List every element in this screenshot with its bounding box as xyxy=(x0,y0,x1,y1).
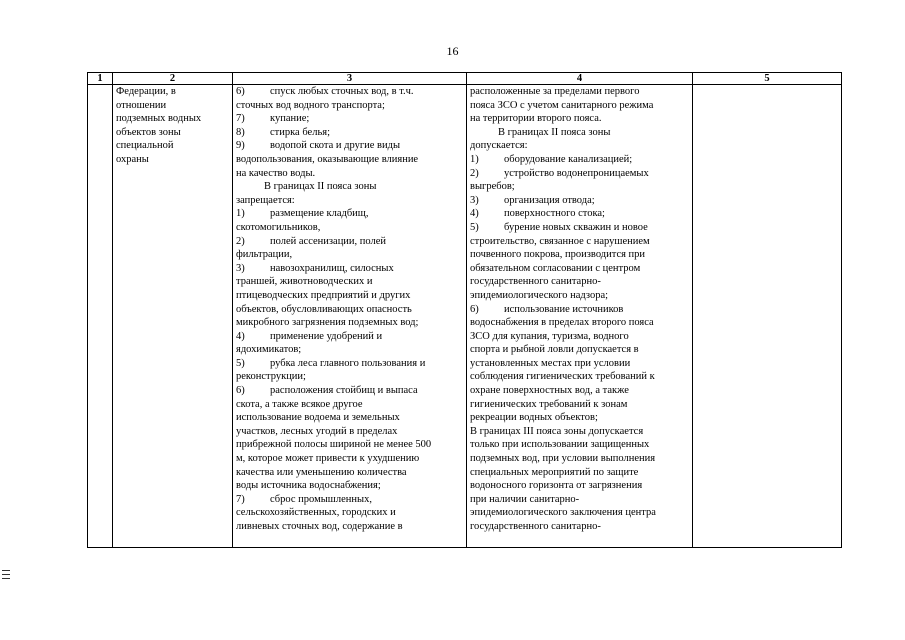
list-number: 1) xyxy=(470,153,479,165)
text-line xyxy=(236,235,463,249)
line-text: качества или уменьшению количества xyxy=(236,466,407,478)
line-text: объектов зоны xyxy=(116,126,181,138)
line-text: ЗСО для купания, туризма, водного xyxy=(470,330,629,342)
list-number: 7) xyxy=(236,113,245,125)
line-text: ливневых сточных вод, содержание в xyxy=(236,521,403,532)
line-text: использование водоема и земельных xyxy=(236,412,400,424)
line-text: рекреации водных объектов; xyxy=(470,412,598,424)
text-line xyxy=(236,275,463,289)
text-line xyxy=(236,289,463,303)
list-number: 6) xyxy=(236,86,245,97)
regulation-table xyxy=(87,72,842,548)
list-number: 2) xyxy=(236,235,245,247)
text-line xyxy=(470,85,689,99)
line-text: допускается: xyxy=(470,140,528,152)
line-text: подземных водных xyxy=(116,113,202,125)
line-text: навозохранилищ, силосных xyxy=(270,262,394,274)
line-text: на территории второго пояса. xyxy=(470,113,602,125)
line-text: спуск любых сточных вод, в т.ч. xyxy=(270,86,414,97)
line-text: размещение кладбищ, xyxy=(270,208,369,220)
text-line xyxy=(470,438,689,452)
list-number: 3) xyxy=(470,194,479,206)
text-line xyxy=(470,425,689,439)
list-number: 1) xyxy=(236,208,245,220)
line-text: эпидемиологического заключения центра xyxy=(470,507,656,519)
line-text: водоснабжения в пределах второго пояса xyxy=(470,317,654,329)
line-text: обязательном согласовании с центром xyxy=(470,262,641,274)
column-header-3: 3 xyxy=(233,73,467,85)
cell-col-2-text xyxy=(113,85,232,167)
list-number: 3) xyxy=(236,262,245,274)
text-line xyxy=(236,126,463,140)
line-text: государственного санитарно- xyxy=(470,276,601,288)
text-line xyxy=(236,452,463,466)
text-line xyxy=(470,99,689,113)
line-text: купание; xyxy=(270,113,310,125)
line-text: В границах II пояса зоны xyxy=(498,126,611,138)
text-line xyxy=(470,139,689,153)
line-text: специальной xyxy=(116,140,174,152)
text-line xyxy=(236,466,463,480)
line-text: птицеводческих предприятий и других xyxy=(236,289,411,301)
text-line xyxy=(470,411,689,425)
text-line xyxy=(236,520,463,534)
text-line xyxy=(236,153,463,167)
text-line xyxy=(470,506,689,520)
list-number: 2) xyxy=(470,167,479,179)
line-text: бурение новых скважин и новое xyxy=(504,221,648,233)
table-row xyxy=(88,85,842,548)
text-line xyxy=(116,126,229,140)
text-line xyxy=(470,180,689,194)
line-text: траншей, животноводческих и xyxy=(236,276,373,288)
text-line xyxy=(236,262,463,276)
cell-col-4-text xyxy=(467,85,692,534)
text-line xyxy=(470,398,689,412)
line-text: почвенного покрова, производится при xyxy=(470,249,646,261)
line-text: рубка леса главного пользования и xyxy=(270,357,426,369)
line-text: участков, лесных угодий в пределах xyxy=(236,425,398,437)
cell-col-4 xyxy=(467,85,693,548)
line-text: на качество воды. xyxy=(236,167,316,179)
text-line xyxy=(236,425,463,439)
line-text: сточных вод водного транспорта; xyxy=(236,99,385,111)
line-text: В границах III пояса зоны допускается xyxy=(470,425,644,437)
text-line xyxy=(470,262,689,276)
text-line xyxy=(236,357,463,371)
text-line xyxy=(116,85,229,99)
text-line xyxy=(470,493,689,507)
list-number: 4) xyxy=(470,208,479,220)
text-line xyxy=(236,194,463,208)
text-line xyxy=(116,99,229,113)
text-line xyxy=(236,384,463,398)
line-text: реконструкции; xyxy=(236,371,306,383)
text-line xyxy=(470,112,689,126)
line-text: м, которое может привести к ухудшению xyxy=(236,453,420,465)
text-line xyxy=(236,99,463,113)
text-line xyxy=(236,303,463,317)
text-line xyxy=(236,398,463,412)
list-number: 5) xyxy=(470,221,479,233)
text-line xyxy=(236,207,463,221)
text-line xyxy=(470,370,689,384)
text-line xyxy=(236,411,463,425)
text-line xyxy=(236,493,463,507)
line-text: охраны xyxy=(116,153,149,165)
line-text: выгребов; xyxy=(470,181,515,193)
list-number: 7) xyxy=(236,493,245,505)
cell-col-3-text xyxy=(233,85,466,534)
text-line xyxy=(470,384,689,398)
line-text: микробного загрязнения подземных вод; xyxy=(236,317,419,329)
line-text: сброс промышленных, xyxy=(270,493,372,505)
text-line xyxy=(236,167,463,181)
line-text: объектов, обусловливающих опасность xyxy=(236,303,412,315)
cell-col-3 xyxy=(233,85,467,548)
text-line xyxy=(236,479,463,493)
text-line xyxy=(470,126,689,140)
line-text: при наличии санитарно- xyxy=(470,493,580,505)
line-text: воды источника водоснабжения; xyxy=(236,480,381,492)
line-text: организация отвода; xyxy=(504,194,595,206)
text-line xyxy=(236,438,463,452)
text-line xyxy=(470,275,689,289)
text-line xyxy=(470,303,689,317)
text-line xyxy=(470,221,689,235)
line-text: соблюдения гигиенических требований к xyxy=(470,371,655,383)
text-line xyxy=(470,357,689,371)
line-text: подземных вод, при условии выполнения xyxy=(470,453,656,465)
line-text: сельскохозяйственных, городских и xyxy=(236,507,396,519)
scan-edge-mark xyxy=(2,570,10,582)
text-line xyxy=(236,330,463,344)
column-header-2: 2 xyxy=(113,73,233,85)
text-line xyxy=(236,316,463,330)
text-line xyxy=(470,479,689,493)
line-text: использование источников xyxy=(504,303,624,315)
line-text: пояса ЗСО с учетом санитарного режима xyxy=(470,99,654,111)
line-text: скотомогильников, xyxy=(236,221,321,233)
text-line xyxy=(470,248,689,262)
line-text: специальных мероприятий по защите xyxy=(470,466,639,478)
cell-col-2 xyxy=(113,85,233,548)
text-line xyxy=(470,316,689,330)
text-line xyxy=(236,248,463,262)
text-line xyxy=(470,153,689,167)
page-number: 16 xyxy=(446,44,459,58)
text-line xyxy=(236,139,463,153)
list-number: 4) xyxy=(236,330,245,342)
line-text: скота, а также всякое другое xyxy=(236,398,363,410)
line-text: гигиенических требований к зонам xyxy=(470,398,628,410)
list-number: 6) xyxy=(470,303,479,315)
line-text: государственного санитарно- xyxy=(470,521,601,532)
line-text: расположения стойбищ и выпаса xyxy=(270,385,418,397)
list-number: 8) xyxy=(236,126,245,138)
column-header-5: 5 xyxy=(693,73,842,85)
line-text: оборудование канализацией; xyxy=(504,153,633,165)
line-text: расположенные за пределами первого xyxy=(470,86,640,97)
text-line xyxy=(236,112,463,126)
text-line xyxy=(236,370,463,384)
text-line xyxy=(470,167,689,181)
text-line xyxy=(236,221,463,235)
text-line xyxy=(470,343,689,357)
text-line xyxy=(470,289,689,303)
cell-col-1 xyxy=(88,85,113,548)
line-text: прибрежной полосы шириной не менее 500 xyxy=(236,439,432,451)
line-text: поверхностного стока; xyxy=(504,208,605,220)
line-text: полей ассенизации, полей xyxy=(270,235,387,247)
line-text: водопользования, оказывающие влияние xyxy=(236,153,419,165)
text-line xyxy=(470,520,689,534)
line-text: Федерации, в xyxy=(116,86,176,97)
line-text: отношении xyxy=(116,99,167,111)
line-text: спорта и рыбной ловли допускается в xyxy=(470,344,639,356)
text-line xyxy=(470,207,689,221)
column-header-1: 1 xyxy=(88,73,113,85)
line-text: устройство водонепроницаемых xyxy=(504,167,649,179)
text-line xyxy=(236,343,463,357)
text-line xyxy=(116,139,229,153)
list-number: 9) xyxy=(236,140,245,152)
cell-col-5 xyxy=(693,85,842,548)
line-text: водоносного горизонта от загрязнения xyxy=(470,480,643,492)
text-line xyxy=(470,330,689,344)
table-header-row xyxy=(88,73,842,85)
text-line xyxy=(116,112,229,126)
list-number: 5) xyxy=(236,357,245,369)
line-text: применение удобрений и xyxy=(270,330,383,342)
text-line xyxy=(470,466,689,480)
text-line xyxy=(470,452,689,466)
text-line xyxy=(236,85,463,99)
line-text: В границах II пояса зоны xyxy=(264,181,377,193)
text-line xyxy=(236,180,463,194)
text-line xyxy=(116,153,229,167)
column-header-4: 4 xyxy=(467,73,693,85)
text-line xyxy=(236,506,463,520)
line-text: стирка белья; xyxy=(270,126,330,138)
line-text: фильтрации, xyxy=(236,249,293,261)
line-text: ядохимикатов; xyxy=(236,344,302,356)
line-text: охране поверхностных вод, а также xyxy=(470,385,629,397)
list-number: 6) xyxy=(236,385,245,397)
line-text: водопой скота и другие виды xyxy=(270,140,401,152)
line-text: установленных местах при условии xyxy=(470,357,631,369)
text-line xyxy=(470,235,689,249)
line-text: эпидемиологического надзора; xyxy=(470,289,609,301)
line-text: только при использовании защищенных xyxy=(470,439,650,451)
text-line xyxy=(470,194,689,208)
line-text: запрещается: xyxy=(236,194,295,206)
line-text: строительство, связанное с нарушением xyxy=(470,235,650,247)
